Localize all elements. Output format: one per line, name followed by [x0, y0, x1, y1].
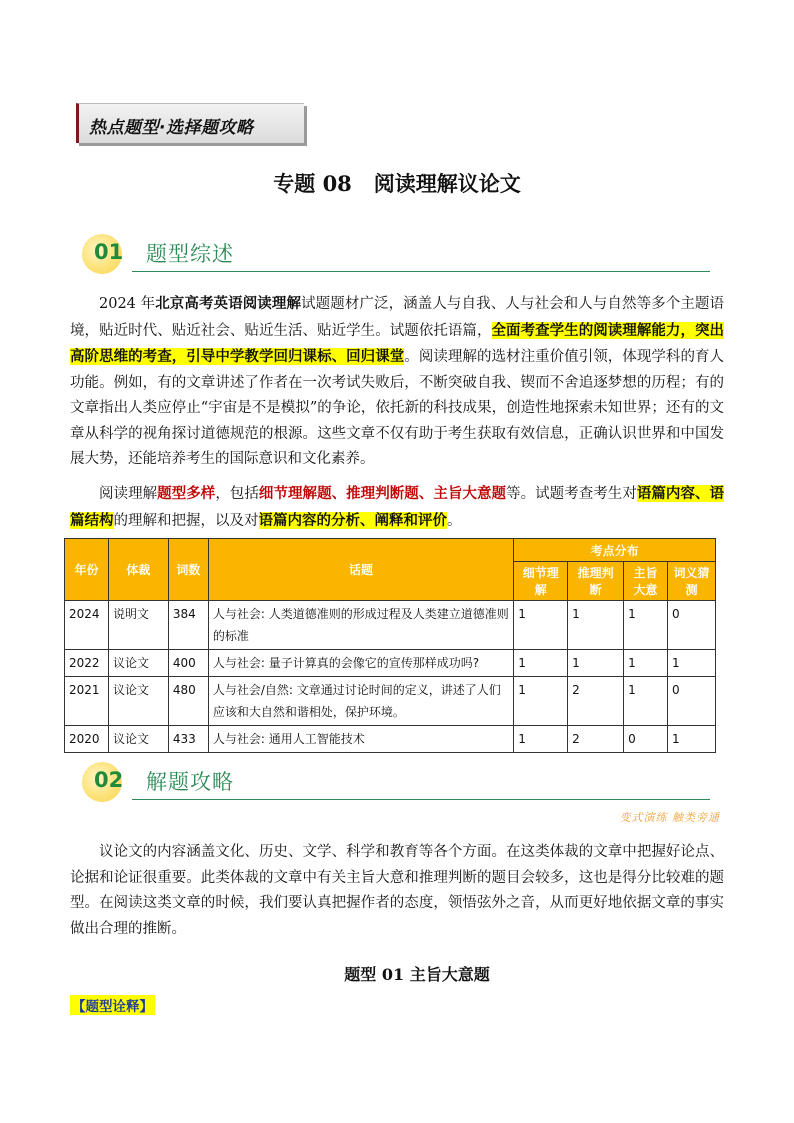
cell-count: 1: [568, 601, 624, 650]
overview-paragraph-1: [70, 291, 724, 473]
cell-count: 1: [514, 650, 568, 677]
overview-paragraph-2: [70, 481, 724, 534]
cell-count: 0: [624, 726, 668, 753]
banner-label: 热点题型·选择题攻略: [89, 118, 254, 138]
cell-topic: 人与社会: 通用人工智能技术: [208, 726, 513, 753]
text-exam-name: 北京高考英语阅读理解: [155, 295, 302, 312]
title-number: 08: [322, 171, 352, 196]
title-prefix: 专题: [273, 172, 316, 196]
section-heading-overview: [80, 232, 720, 272]
cell-topic: 人与社会/自然: 文章通过讨论时间的定义，讲述了人们应该和大自然和谐相处，保护环境。: [208, 677, 513, 726]
cell-genre: 议论文: [108, 650, 168, 677]
exam-distribution-table: [64, 538, 716, 753]
cell-count: 1: [624, 601, 668, 650]
cell-year: 2020: [65, 726, 109, 753]
cell-words: 480: [168, 677, 208, 726]
cell-year: 2022: [65, 650, 109, 677]
cell-count: 0: [668, 601, 716, 650]
section-number: 01: [94, 240, 124, 264]
section-divider: [132, 271, 710, 272]
cell-count: 1: [624, 677, 668, 726]
section-label: 解题攻略: [146, 770, 234, 794]
section-label: 题型综述: [146, 242, 234, 266]
col-header-topic: 话题: [208, 539, 513, 601]
title-text: 阅读理解议论文: [373, 172, 521, 196]
red-emphasis: 细节理解题、推理判断题、主旨大意题: [258, 485, 507, 502]
section-divider: [132, 799, 710, 800]
page-title: [0, 168, 794, 198]
text-body: 的理解和把握，以及对: [113, 512, 259, 529]
cell-year: 2021: [65, 677, 109, 726]
cell-count: 0: [668, 677, 716, 726]
sub-header: 主旨大意: [624, 562, 668, 601]
table-row: [65, 601, 716, 650]
cell-count: 1: [568, 650, 624, 677]
cell-year: 2024: [65, 601, 109, 650]
cell-genre: 议论文: [108, 677, 168, 726]
col-header-distribution: 考点分布: [514, 539, 716, 562]
text-body-cont: 。阅读理解的选材注重价值引领，体现学科的育人功能。例如，有的文章讲述了作者在一次考试失败后，不断突破自我、锲而不舍追逐梦想的历程；有的文章指出人类应停止“宇宙是不是模拟”的争论，依托新的科技成果，创造性地探索未知世界；还有的文章从科学的视角探讨道德规范的根源。这些文章不仅有助于考生获取有效信息，正确认识世界和中国发展大势，还能培养考生的国际意识和文化素养。: [70, 349, 725, 467]
table-row: [65, 650, 716, 677]
cell-words: 400: [168, 650, 208, 677]
cell-words: 384: [168, 601, 208, 650]
question-type-heading: 题型 01 主旨大意题: [344, 965, 490, 984]
sub-header: 词义猜测: [668, 562, 716, 601]
sub-header: 推理判断: [568, 562, 624, 601]
cell-count: 1: [624, 650, 668, 677]
table-row: [65, 726, 716, 753]
cell-topic: 人与社会: 人类道德准则的形成过程及人类建立道德准则的标准: [208, 601, 513, 650]
section-number-badge: [80, 234, 132, 270]
section-heading-strategy: [80, 760, 720, 800]
cell-genre: 议论文: [108, 726, 168, 753]
sub-header: 细节理解: [514, 562, 568, 601]
section-number: 02: [94, 768, 124, 792]
cell-topic: 人与社会: 量子计算真的会像它的宣传那样成功吗?: [208, 650, 513, 677]
highlight-text: 语篇内容的分析、阐释和评价: [258, 511, 447, 529]
text-body: 。: [447, 512, 462, 529]
hot-topic-banner: [76, 103, 304, 143]
highlight-text: 全面考查学生的阅读理解能力，突出高阶思维的考查，引导中学教学回归课标、回归课堂: [70, 321, 725, 365]
cell-words: 433: [168, 726, 208, 753]
cell-count: 1: [668, 726, 716, 753]
cell-genre: 说明文: [108, 601, 168, 650]
text-body: 阅读理解: [99, 486, 158, 502]
text-year: 2024 年: [99, 296, 156, 312]
red-emphasis: 题型多样: [157, 485, 216, 502]
cell-count: 1: [514, 677, 568, 726]
cell-count: 1: [514, 601, 568, 650]
section-number-badge: [80, 762, 132, 798]
text-body: 试题题材广泛，涵盖人与自我、人与社会和人与自然等多个主题语境，贴近时代、贴近社会、贴近生活、贴近学生。试题依托语篇，: [70, 296, 724, 339]
cell-count: 1: [668, 650, 716, 677]
cell-count: 2: [568, 677, 624, 726]
col-header-genre: 体裁: [108, 539, 168, 601]
motto-text: 变式演练 触类旁通: [619, 811, 720, 824]
highlight-text: 语篇内容、语篇结构: [70, 485, 725, 529]
col-header-year: 年份: [65, 539, 109, 601]
strategy-paragraph: 议论文的内容涵盖文化、历史、文学、科学和教育等各个方面。在这类体裁的文章中把握好论点、论据和论证很重要。此类体裁的文章中有关主旨大意和推理判断的题目会较多，这也是得分比较难的题型。在阅读这类文章的时候，我们要认真把握作者的态度，领悟弦外之音，从而更好地依据文章的事实做出合理的推断。: [70, 844, 724, 937]
text-body: 等。试题考查考生对: [506, 486, 637, 502]
col-header-words: 词数: [168, 539, 208, 601]
table-row: [65, 677, 716, 726]
cell-count: 2: [568, 726, 624, 753]
text-body: ，包括: [215, 486, 259, 502]
cell-count: 1: [514, 726, 568, 753]
type-explanation-tag: 【题型诠释】: [70, 995, 155, 1015]
